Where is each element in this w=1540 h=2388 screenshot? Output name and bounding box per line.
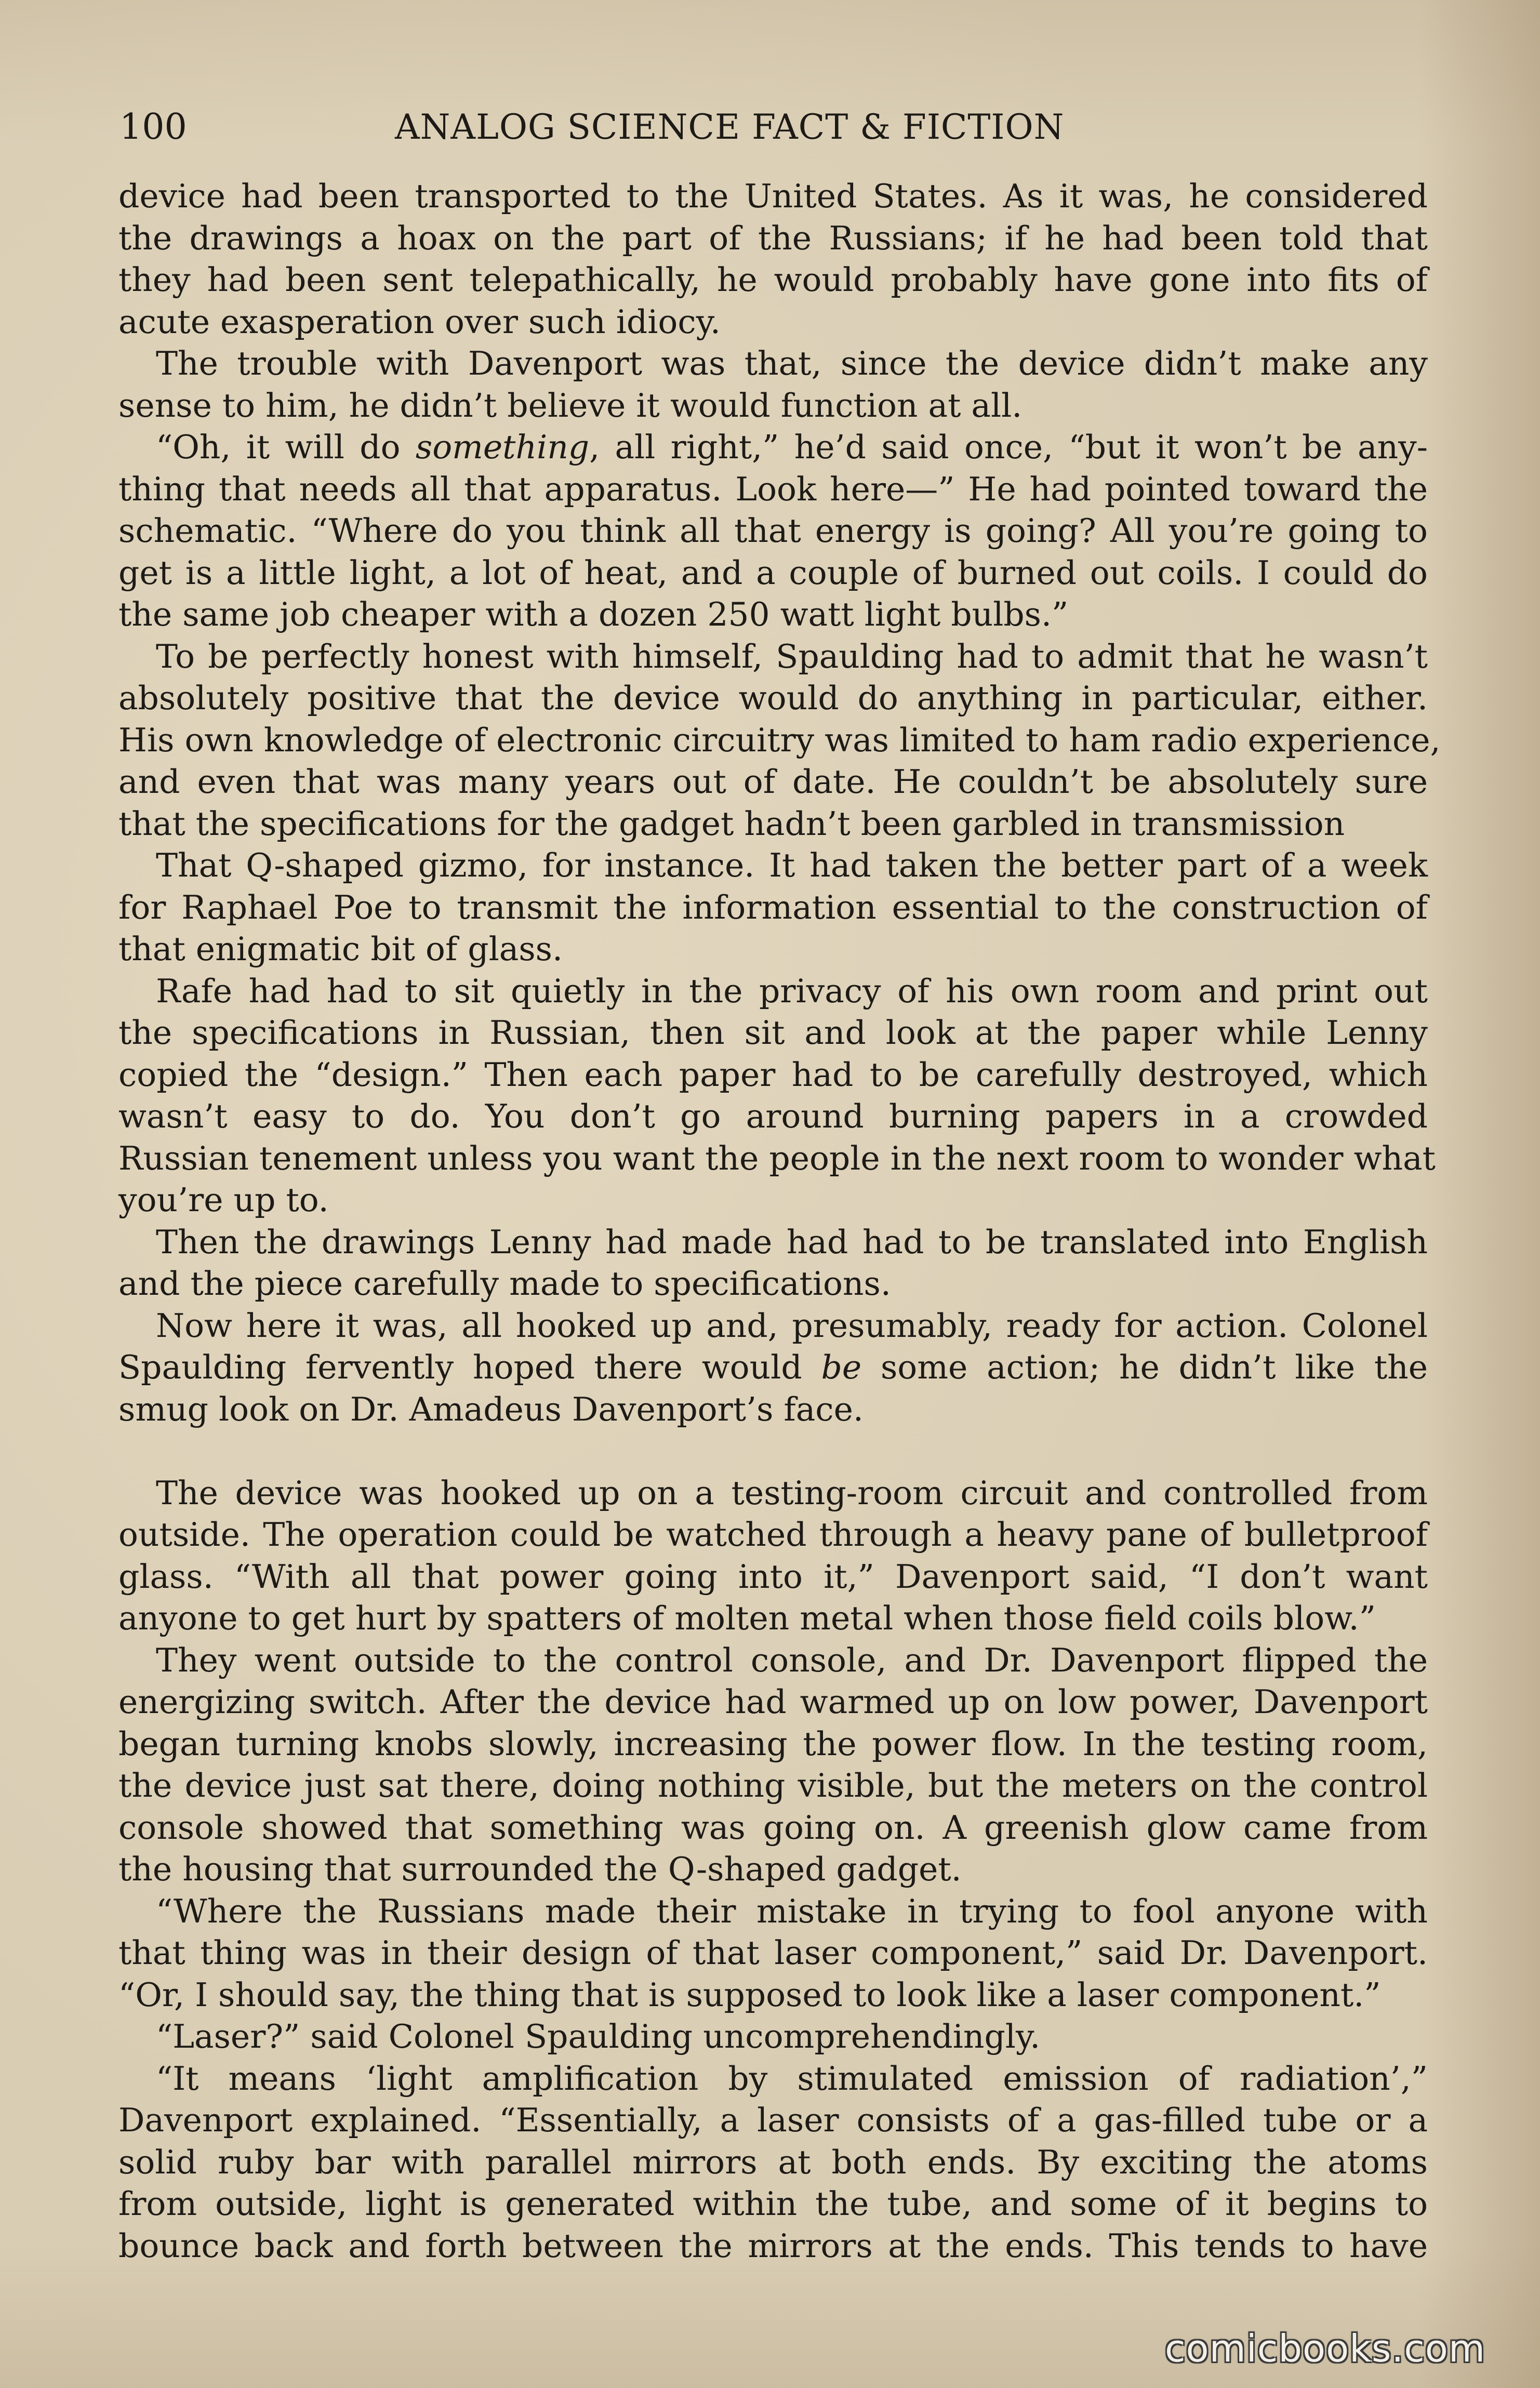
text-line: the drawings a hoax on the part of the Russians; if he had been told that [118, 219, 1428, 257]
emphasis-text: be [821, 1348, 862, 1386]
text-line: outside. The operation could be watched through a heavy pane of bulletproof [118, 1516, 1428, 1554]
text-line: and the piece carefully made to specifications. [118, 1265, 891, 1303]
text-line: sense to him, he didn’t believe it would function at all. [118, 386, 1023, 424]
text-line: His own knowledge of electronic circuitry was limited to ham radio experience, [118, 721, 1441, 759]
text-line: wasn’t easy to do. You don’t go around burning papers in a crowded [118, 1097, 1428, 1135]
body-text [118, 176, 1441, 2267]
running-head [120, 104, 1429, 151]
text-line: copied the “design.” Then each paper had to be carefully destroyed, which [118, 1055, 1428, 1094]
text-line: console showed that something was going on. A greenish glow came from [118, 1808, 1428, 1847]
text-line: They went outside to the control console, and Dr. Davenport flipped the [156, 1641, 1428, 1679]
text-line: for Raphael Poe to transmit the information essential to the construction of [118, 888, 1428, 926]
text-line: they had been sent telepathically, he would probably have gone into fits of [118, 261, 1428, 299]
section-break [118, 1430, 1428, 1472]
running-title: ANALOG SCIENCE FACT & FICTION [395, 107, 1065, 147]
text-line: absolutely positive that the device would do anything in particular, either. [118, 679, 1428, 717]
text-line: The device was hooked up on a testing-room circuit and controlled from [156, 1474, 1428, 1512]
text-run: “Oh, it will do [156, 428, 416, 466]
text-line: thing that needs all that apparatus. Look here—” He had pointed toward the [118, 470, 1428, 508]
text-line: Then the drawings Lenny had made had had to be translated into English [156, 1223, 1428, 1261]
text-line: That Q-shaped gizmo, for instance. It had taken the better part of a week [156, 846, 1428, 884]
text-line: Russian tenement unless you want the people in the next room to wonder what [118, 1139, 1436, 1177]
text-line: solid ruby bar with parallel mirrors at both ends. By exciting the atoms [118, 2143, 1428, 2181]
text-line [118, 427, 1428, 469]
text-line: “It means ‘light amplification by stimulated emission of radiation’,” [156, 2059, 1428, 2098]
text-line: To be perfectly honest with himself, Spaulding had to admit that he wasn’t [156, 637, 1428, 675]
text-line: get is a little light, a lot of heat, and a couple of burned out coils. I could do [118, 553, 1428, 592]
text-run: some action; he didn’t like the [861, 1348, 1428, 1386]
text-line [118, 1347, 1428, 1389]
emphasis-text: something [415, 428, 590, 466]
text-line: schematic. “Where do you think all that energy is going? All you’re going to [118, 512, 1428, 550]
text-line: anyone to get hurt by spatters of molten metal when those field coils blow.” [118, 1599, 1376, 1637]
text-line: glass. “With all that power going into it,” Davenport said, “I don’t want [118, 1557, 1428, 1596]
text-line: that enigmatic bit of glass. [118, 930, 563, 968]
text-line: began turning knobs slowly, increasing the power flow. In the testing room, [118, 1724, 1428, 1763]
text-line: Now here it was, all hooked up and, presumably, ready for action. Colonel [156, 1306, 1428, 1345]
text-line: and even that was many years out of date. He couldn’t be absolutely sure [118, 763, 1428, 801]
text-line: the specifications in Russian, then sit and look at the paper while Lenny [118, 1014, 1428, 1052]
text-line: that the specifications for the gadget hadn’t been garbled in transmission [118, 804, 1345, 843]
text-line: The trouble with Davenport was that, since the device didn’t make any [156, 344, 1428, 382]
text-run: Spaulding fervently hoped there would [118, 1348, 821, 1386]
text-line: Rafe had had to sit quietly in the privacy of his own room and print out [156, 972, 1428, 1010]
text-line: bounce back and forth between the mirrors at the ends. This tends to have [118, 2226, 1428, 2265]
page-number: 100 [120, 107, 187, 148]
text-line: the device just sat there, doing nothing visible, but the meters on the control [118, 1767, 1428, 1805]
text-line: Davenport explained. “Essentially, a laser consists of a gas-filled tube or a [118, 2101, 1428, 2139]
text-line: from outside, light is generated within the tube, and some of it begins to [118, 2185, 1428, 2223]
watermark: comicbooks.com [1164, 2327, 1485, 2370]
text-line: you’re up to. [118, 1181, 329, 1219]
text-line: acute exasperation over such idiocy. [118, 302, 721, 341]
text-line: that thing was in their design of that laser component,” said Dr. Davenport. [118, 1934, 1428, 1972]
text-run: , all right,” he’d said once, “but it won’t be any- [589, 428, 1428, 466]
text-line: the same job cheaper with a dozen 250 watt light bulbs.” [118, 595, 1069, 633]
text-line: smug look on Dr. Amadeus Davenport’s face. [118, 1390, 864, 1428]
text-line: “Laser?” said Colonel Spaulding uncomprehendingly. [156, 2018, 1041, 2055]
text-line: device had been transported to the United States. As it was, he considered [118, 177, 1428, 215]
text-line: the housing that surrounded the Q-shaped gadget. [118, 1850, 962, 1888]
text-line: energizing switch. After the device had warmed up on low power, Davenport [118, 1683, 1428, 1721]
text-line: “Where the Russians made their mistake in trying to fool anyone with [156, 1892, 1428, 1930]
text-line: “Or, I should say, the thing that is supposed to look like a laser component.” [118, 1975, 1381, 2014]
